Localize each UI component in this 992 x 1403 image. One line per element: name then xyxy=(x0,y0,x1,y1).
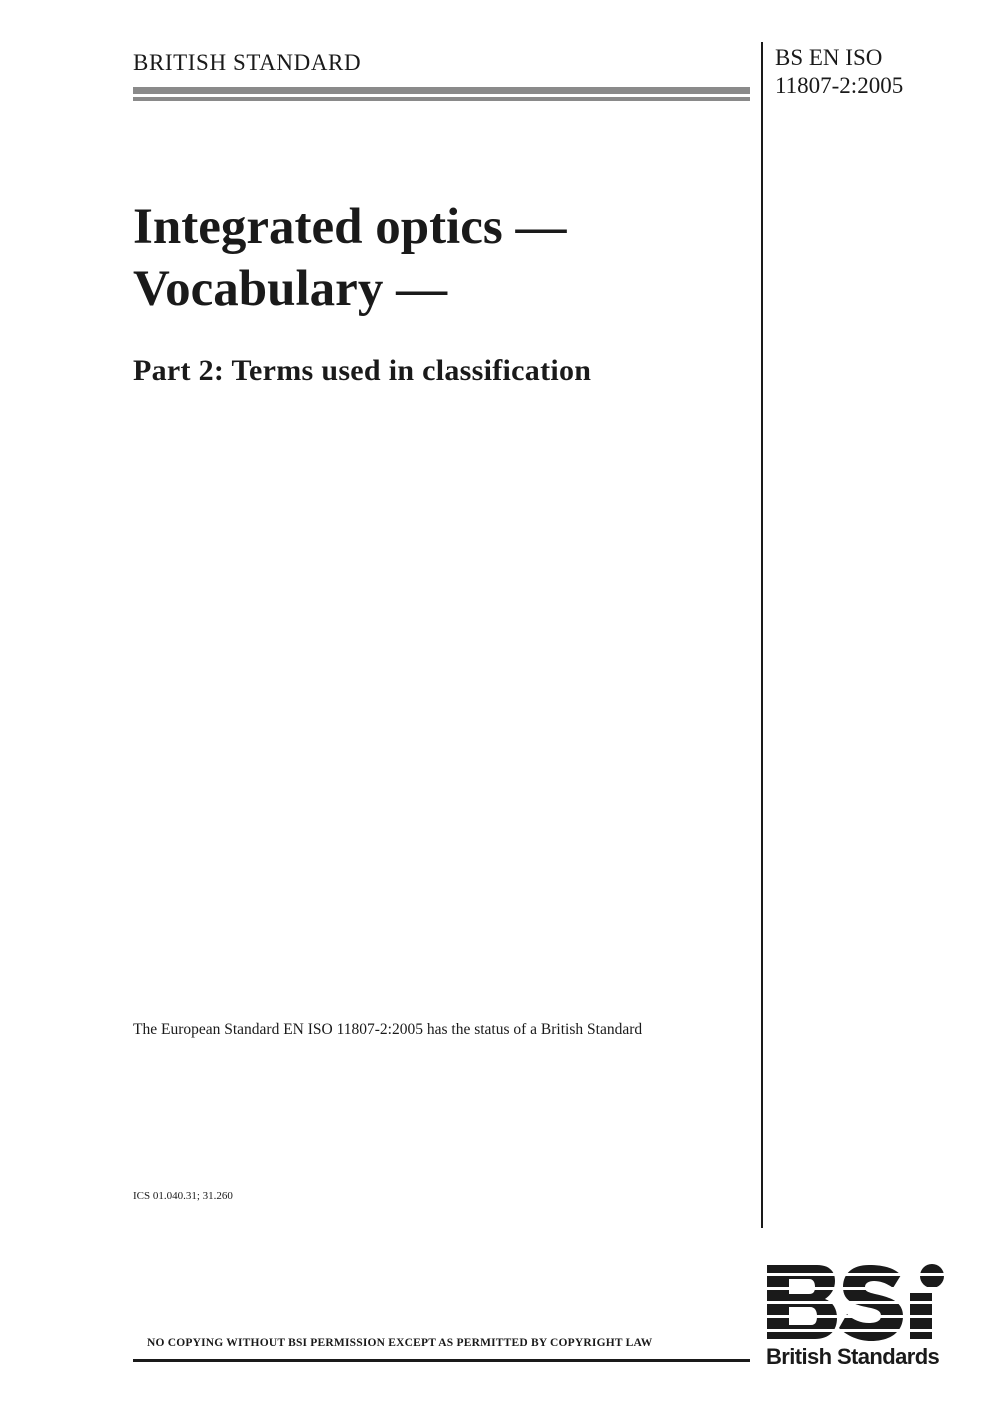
standard-number-line1: BS EN ISO xyxy=(775,45,883,70)
header-divider-thin xyxy=(133,97,750,101)
status-note: The European Standard EN ISO 11807-2:2005 has the status of a British Standard xyxy=(133,1021,643,1038)
document-subtitle: Part 2: Terms used in classification xyxy=(133,354,592,387)
title-line1: Integrated optics — xyxy=(133,199,567,255)
copyright-notice: NO COPYING WITHOUT BSI PERMISSION EXCEPT AS PERMITTED BY COPYRIGHT LAW xyxy=(147,1337,653,1349)
footer-divider xyxy=(133,1359,750,1362)
standard-number-line2: 11807-2:2005 xyxy=(775,73,904,98)
document-type-label: BRITISH STANDARD xyxy=(133,50,362,75)
bsi-logo-caption: British Standards xyxy=(766,1344,940,1369)
margin-divider xyxy=(761,42,763,1228)
bsi-logo-mark xyxy=(765,1261,945,1343)
ics-code: ICS 01.040.31; 31.260 xyxy=(133,1190,233,1202)
document-title xyxy=(133,196,566,320)
title-line2: Vocabulary — xyxy=(133,261,448,317)
standard-number xyxy=(775,44,903,100)
header-divider-thick xyxy=(133,87,750,94)
bsi-logo xyxy=(765,1261,945,1371)
